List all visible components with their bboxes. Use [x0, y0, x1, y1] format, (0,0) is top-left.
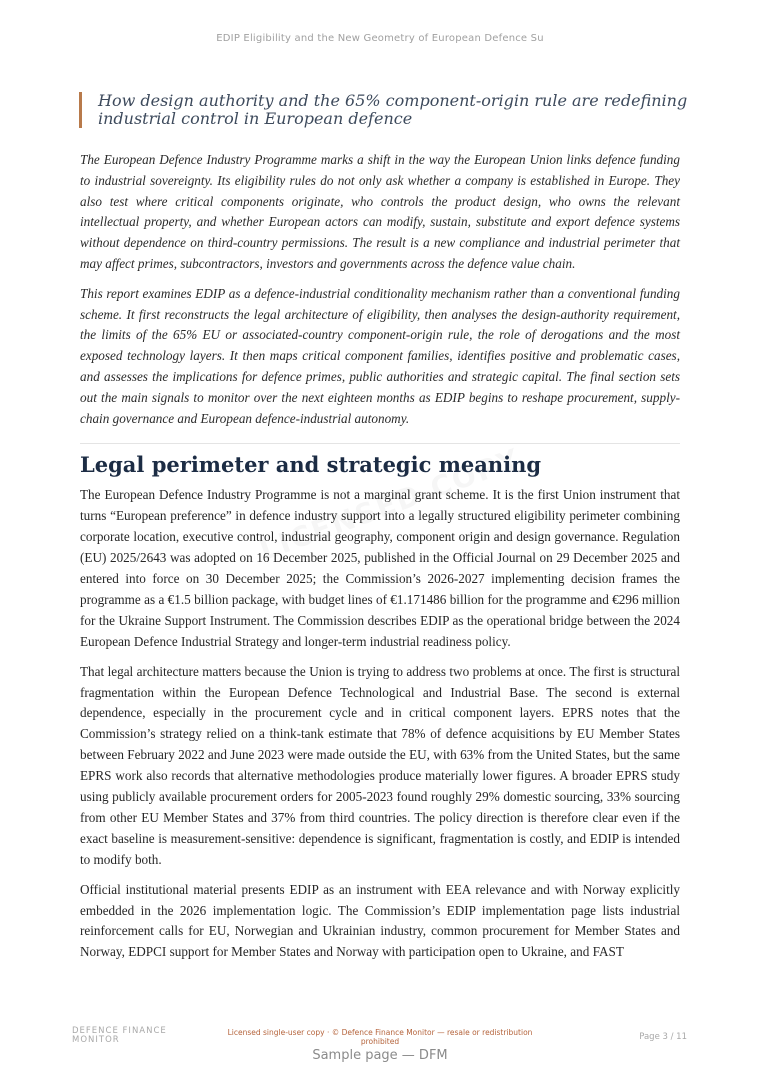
footer-license-notice: Licensed single-user copy · © Defence Finance Monitor — resale or redistribution prohibited [227, 1028, 533, 1046]
footer-brand: DEFENCE FINANCE MONITOR [72, 1026, 167, 1045]
body-paragraph: The European Defence Industry Programme is not a marginal grant scheme. It is the first Union instrument that turns “European preference” in defence industry support into a legally structured eligibility perimeter combining corporate location, executive control, industrial geography, component origin and design governance. Regulation (EU) 2025/2643 was adopted on 16 December 2025, published in the Official Journal on 29 December 2025 and entered into force on 30 December 2025; the Commission’s 2026-2027 implementing decision frames the programme as a €1.5 billion package, with budget lines of €1.171486 billion for the programme and €296 million for the Ukraine Support Instrument. The Commission describes EDIP as the operational bridge between the 2024 European Defence Industrial Strategy and longer-term industrial readiness policy. [80, 487, 680, 649]
page-number: Page 3 / 11 [639, 1032, 687, 1042]
sample-page-label: Sample page — DFM [312, 1048, 448, 1063]
abstract-paragraph: This report examines EDIP as a defence-industrial conditionality mechanism rather than a conventional funding scheme. It first reconstructs the legal architecture of eligibility, then analyses the design-authority requirement, the limits of the 65% EU or associated-country component-origin rule, the role of derogations and the most exposed technology layers. It then maps critical component families, identifies positive and problematic cases, and assesses the implications for defence primes, public authorities and strategic capital. The final section sets out the main signals to monitor over the next eighteen months as EDIP begins to reshape procurement, supply-chain governance and European defence-industrial autonomy. [80, 285, 680, 426]
running-header: EDIP Eligibility and the New Geometry of European Defence Su [216, 33, 544, 44]
section-heading: Legal perimeter and strategic meaning [80, 452, 542, 478]
section-body [80, 485, 680, 963]
section-divider [80, 443, 680, 444]
body-paragraph: Official institutional material presents EDIP as an instrument with EEA relevance and with Norway explicitly embedded in the 2026 implementation logic. The Commission’s EDIP implementation page lists industrial reinforcement calls for EU, Norwegian and Ukrainian industry, common procurement for Member States and Norway, EDPCI support for Member States and Norway with participation open to Ukraine, and FAST [80, 881, 680, 960]
body-paragraph: That legal architecture matters because the Union is trying to address two problems at once. The first is structural fragmentation within the European Defence Technological and Industrial Base. The second is external dependence, especially in the procurement cycle and in critical component layers. EPRS notes that the Commission’s strategy relied on a think-tank estimate that 78% of defence acquisitions by EU Member States between February 2022 and June 2023 were made outside the EU, with 63% from the United States, but the same EPRS work also records that alternative methodologies produce materially lower figures. A broader EPRS study using publicly available procurement orders for 2005-2023 found roughly 29% domestic sourcing, 33% sourcing from other EU Member States and 37% from third countries. The policy direction is therefore clear even if the exact baseline is measurement-sensitive: dependence is significant, fragmentation is costly, and EDIP is intended to modify both. [80, 663, 680, 867]
page-content [80, 150, 680, 972]
abstract [80, 150, 680, 429]
abstract-paragraph: The European Defence Industry Programme marks a shift in the way the European Union links defence funding to industrial sovereignty. Its eligibility rules do not only ask whether a company is established in Europe. They also test where critical components originate, who controls the product design, who owns the relevant intellectual property, and whether European actors can modify, sustain, substitute and export defence systems without dependence on third-country permissions. The result is a new compliance and industrial perimeter that may affect primes, subcontractors, investors and governments across the defence value chain. [80, 152, 680, 271]
report-subtitle: How design authority and the 65% component-origin rule are redefining industrial control in European defence [79, 92, 698, 128]
